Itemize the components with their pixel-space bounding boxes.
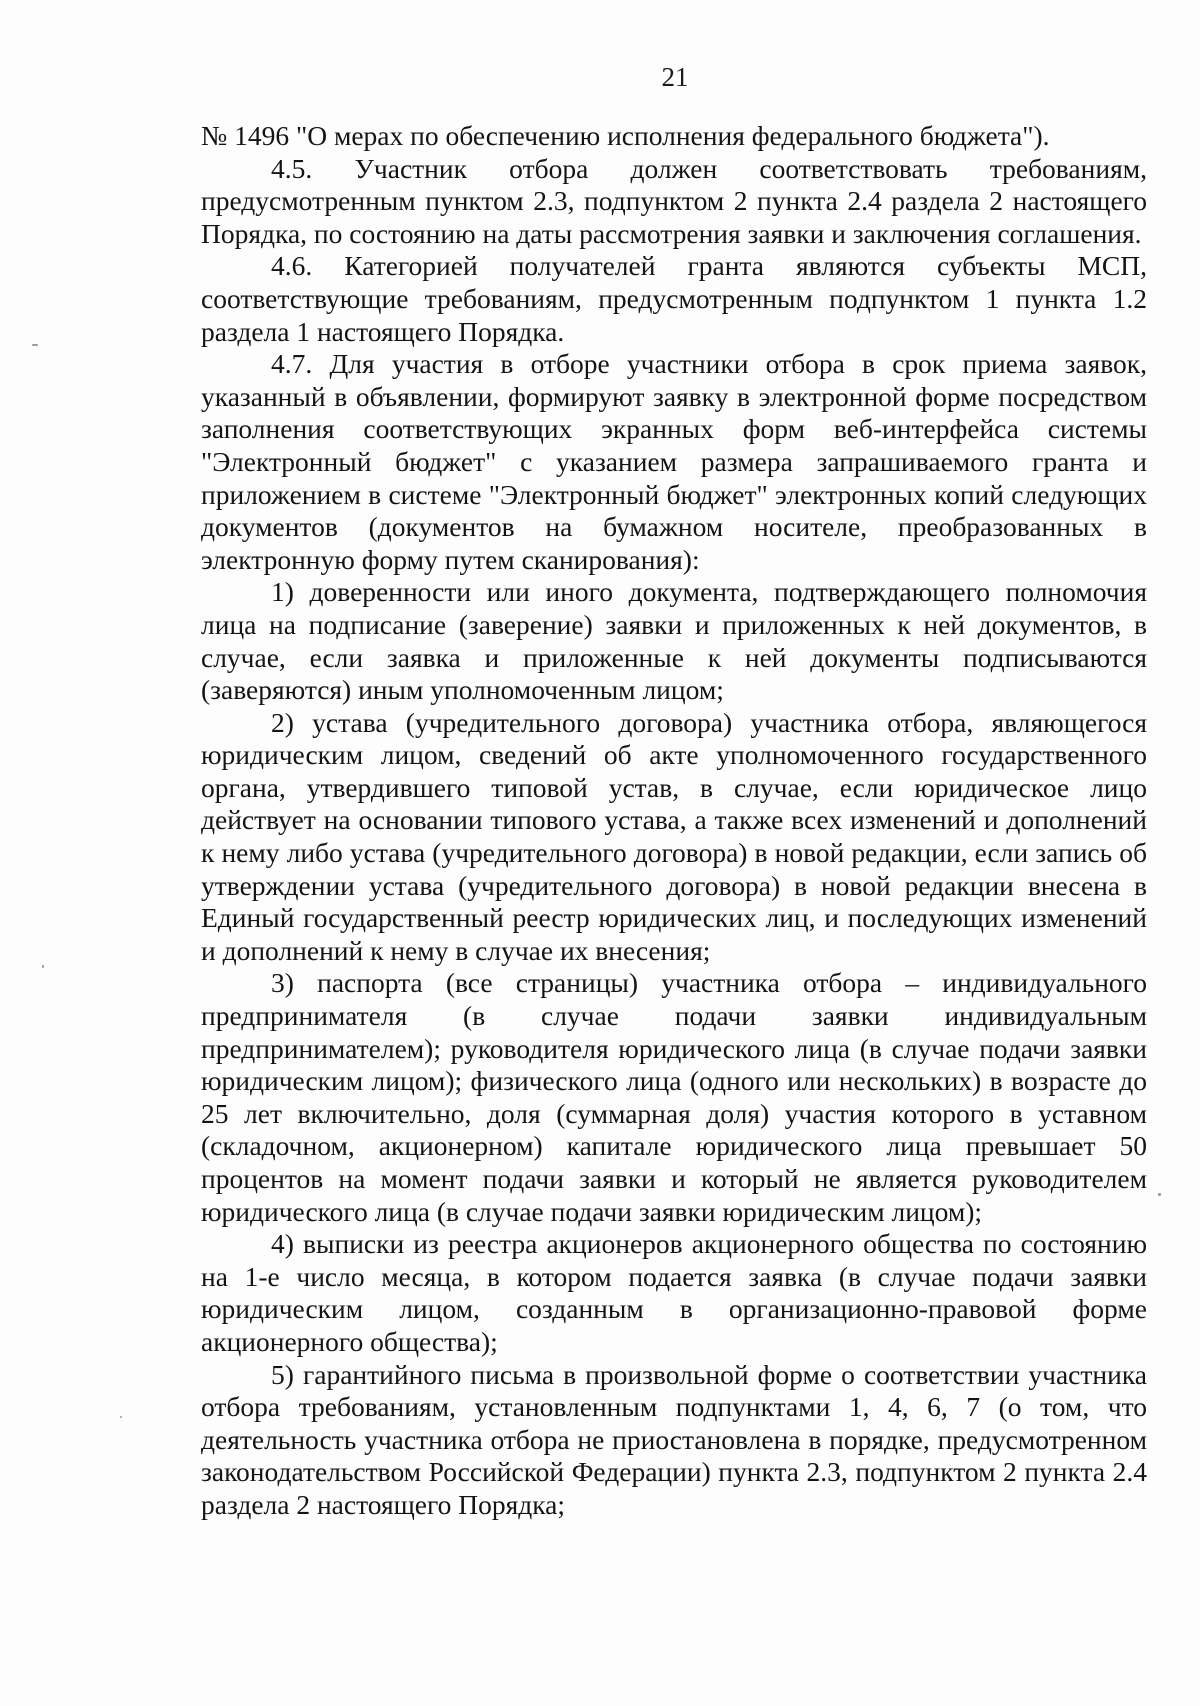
scan-speck [1158, 1193, 1161, 1196]
page-number: 21 [661, 62, 689, 92]
paragraph-4-5: 4.5. Участник отбора должен соответствовать требованиям, предусмотренным пунктом 2.3, подпунктом 2 пункта 2.4 раздела 2 настоящего Порядка, по состоянию на даты рассмотрения заявки и заключения соглашения. [201, 152, 1147, 249]
scan-speck [32, 344, 38, 346]
list-item-5: 5) гарантийного письма в произвольной форме о соответствии участника отбора требованиям, установленным подпунктами 1, 4, 6, 7 (о том, что деятельность участника отбора не приостановлена в порядке, предусмотренном законодательством Российской Федерации) пункта 2.3, подпунктом 2 пункта 2.4 раздела 2 настоящего Порядка; [201, 1358, 1147, 1520]
list-item-2: 2) устава (учредительного договора) участника отбора, являющегося юридическим лицом, сведений об акте уполномоченного государственного органа, утвердившего типовой устав, в случае, если юридическое лицо действует на основании типового устава, а также всех изменений и дополнений к нему либо устава (учредительного договора) в новой редакции, если запись об утверждении устава (учредительного договора) в новой редакции внесена в Единый государственный реестр юридических лиц, и последующих изменений и дополнений к нему в случае их внесения; [201, 706, 1147, 966]
paragraph-4-7: 4.7. Для участия в отборе участники отбора в срок приема заявок, указанный в объявлении, формируют заявку в электронной форме посредством заполнения соответствующих экранных форм веб-интерфейса системы "Электронный бюджет" с указанием размера запрашиваемого гранта и приложением в системе "Электронный бюджет" электронных копий следующих документов (документов на бумажном носителе, преобразованных в электронную форму путем сканирования): [201, 348, 1147, 575]
paragraph-4-6: 4.6. Категорией получателей гранта являются субъекты МСП, соответствующие требованиям, предусмотренным подпунктом 1 пункта 1.2 раздела 1 настоящего Порядка. [201, 250, 1147, 347]
list-item-4: 4) выписки из реестра акционеров акционерного общества по состоянию на 1-е число месяца, в котором подается заявка (в случае подачи заявки юридическим лицом, созданным в организационно-правовой форме акционерного общества); [201, 1228, 1147, 1357]
scan-speck [42, 965, 44, 968]
scan-speck [120, 1416, 122, 1418]
document-body [201, 120, 1147, 1522]
list-item-1: 1) доверенности или иного документа, подтверждающего полномочия лица на подписание (заверение) заявки и приложенных к ней документов, в случае, если заявка и приложенные к ней документы подписываются (заверяются) иным уполномоченным лицом; [201, 576, 1147, 706]
list-item-3: 3) паспорта (все страницы) участника отбора – индивидуального предпринимателя (в случае подачи заявки индивидуальным предпринимателем); руководителя юридического лица (в случае подачи заявки юридическим лицом); физического лица (одного или нескольких) в возрасте до 25 лет включительно, доля (суммарная доля) участия которого в уставном (складочном, акционерном) капитале юридического лица превышает 50 процентов на момент подачи заявки и который не является руководителем юридического лица (в случае подачи заявки юридическим лицом); [201, 967, 1147, 1227]
paragraph-continuation: № 1496 "О мерах по обеспечению исполнения федерального бюджета"). [201, 120, 1050, 151]
